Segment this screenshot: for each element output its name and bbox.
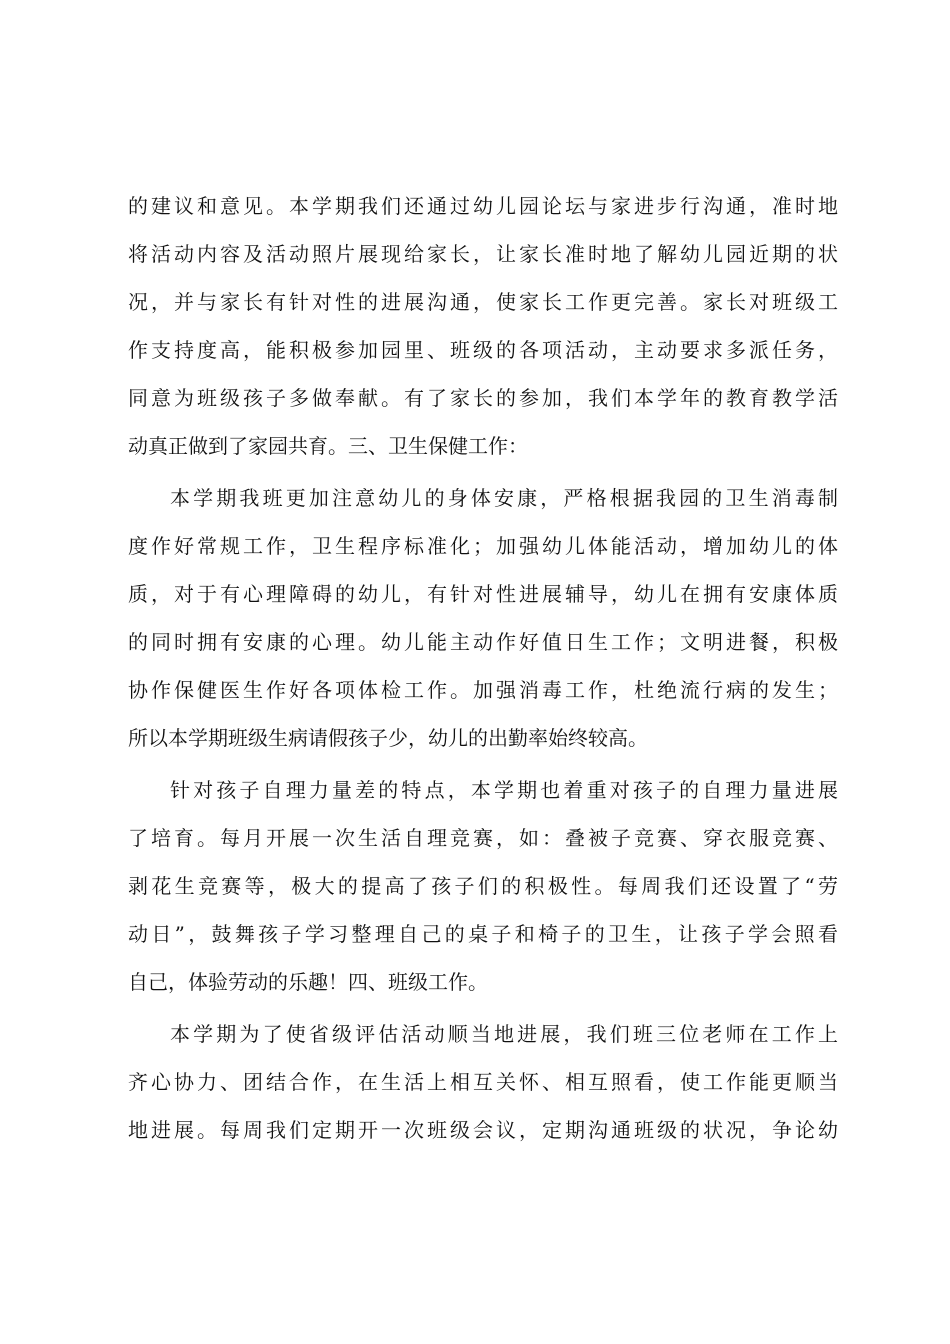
text-line: 地进展。每周我们定期开一次班级会议，定期沟通班级的状况，争论幼 [128, 1118, 838, 1142]
text-line: 的同时拥有安康的心理。幼儿能主动作好值日生工作；文明进餐，积极 [128, 630, 838, 654]
text-line: 自己，体验劳动的乐趣！四、班级工作。 [128, 970, 488, 994]
paragraph-self-care [128, 766, 838, 1006]
text-line: 所以本学期班级生病请假孩子少，幼儿的出勤率始终较高。 [128, 726, 648, 750]
text-line: 了培育。每月开展一次生活自理竞赛，如：叠被子竞赛、穿衣服竞赛、 [128, 826, 838, 850]
text-line: 本学期我班更加注意幼儿的身体安康，严格根据我园的卫生消毒制 [170, 486, 838, 510]
text-line: 齐心协力、团结合作，在生活上相互关怀、相互照看，使工作能更顺当 [128, 1070, 838, 1094]
text-line: 况，并与家长有针对性的进展沟通，使家长工作更完善。家长对班级工 [128, 290, 838, 314]
text-line: 动真正做到了家园共育。三、卫生保健工作： [128, 434, 528, 458]
paragraph-class-work [128, 1010, 838, 1154]
text-line: 将活动内容及活动照片展现给家长，让家长准时地了解幼儿园近期的状 [128, 242, 838, 266]
text-line: 同意为班级孩子多做奉献。有了家长的参加，我们本学年的教育教学活 [128, 386, 838, 410]
text-line: 度作好常规工作，卫生程序标准化；加强幼儿体能活动，增加幼儿的体 [128, 534, 838, 558]
paragraph-health-care [128, 474, 838, 762]
text-line: 动日”，鼓舞孩子学习整理自己的桌子和椅子的卫生，让孩子学会照看 [128, 922, 838, 946]
text-line: 针对孩子自理力量差的特点，本学期也着重对孩子的自理力量进展 [170, 778, 838, 802]
text-line: 协作保健医生作好各项体检工作。加强消毒工作，杜绝流行病的发生； [128, 678, 838, 702]
text-line: 作支持度高，能积极参加园里、班级的各项活动，主动要求多派任务， [128, 338, 838, 362]
text-line: 本学期为了使省级评估活动顺当地进展，我们班三位老师在工作上 [170, 1022, 838, 1046]
text-line: 剥花生竞赛等，极大的提高了孩子们的积极性。每周我们还设置了“劳 [128, 874, 838, 898]
paragraph-parent-communication [128, 182, 838, 470]
text-line: 的建议和意见。本学期我们还通过幼儿园论坛与家进步行沟通，准时地 [128, 194, 838, 218]
document-body [128, 182, 838, 1154]
text-line: 质，对于有心理障碍的幼儿，有针对性进展辅导，幼儿在拥有安康体质 [128, 582, 838, 606]
